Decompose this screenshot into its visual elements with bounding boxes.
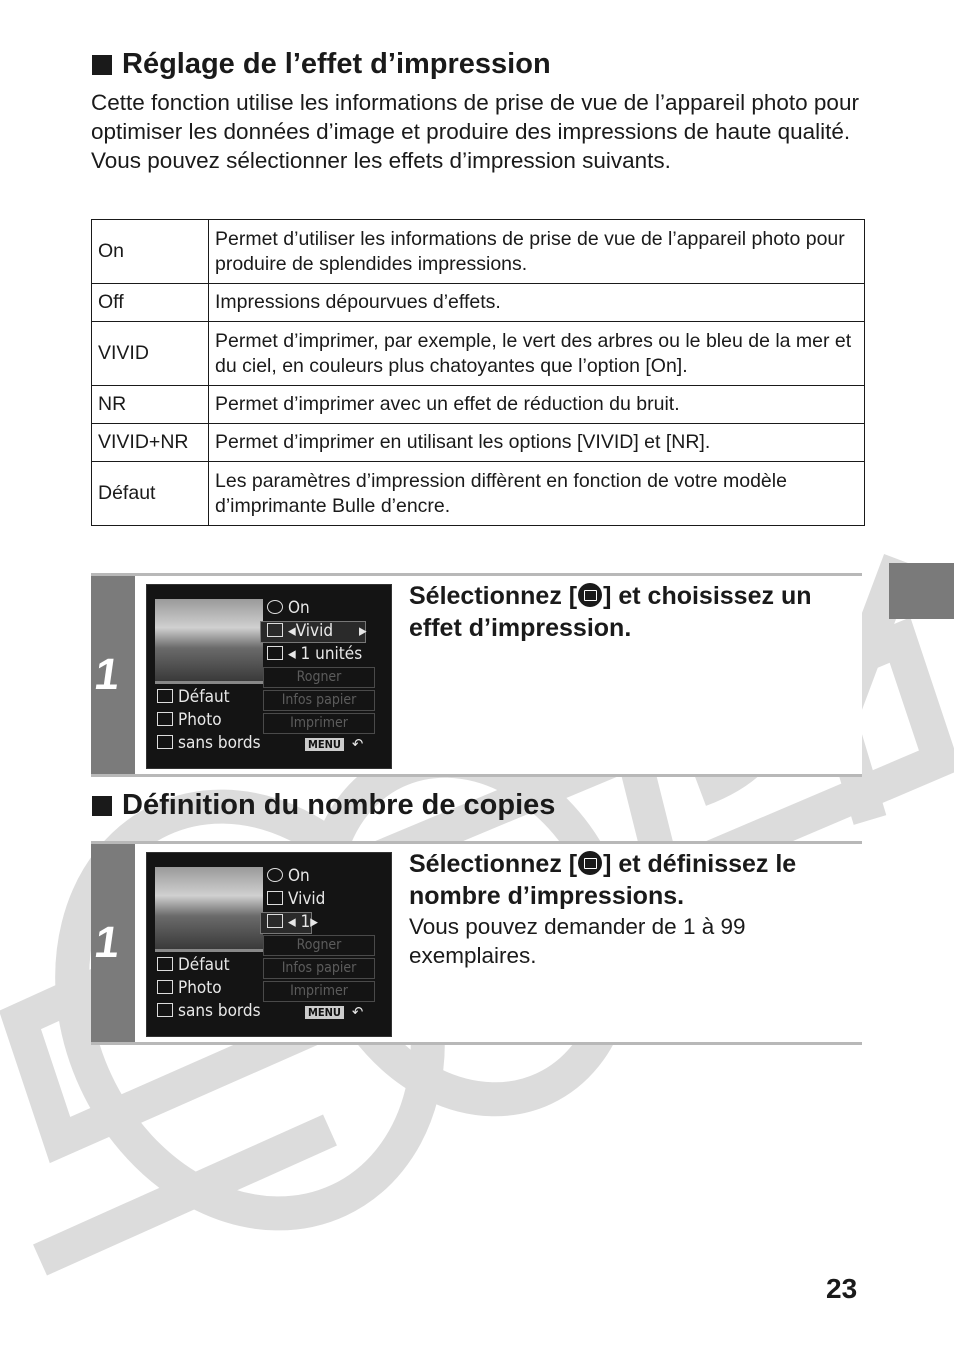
intro-paragraph: Cette fonction utilise les informations de prise de vue de l’appareil photo pour optimiser les données d’image et produire des impressions de haute qualité. Vous pouvez sélectionner les effets d’impression suivants. bbox=[91, 90, 859, 173]
clock-icon bbox=[267, 600, 283, 614]
effect-key: Off bbox=[92, 284, 209, 322]
screen-option-print: Imprimer bbox=[263, 713, 375, 734]
table-row bbox=[92, 284, 865, 322]
step-number-band bbox=[91, 844, 135, 1042]
screen-copies-row: ◂ 1 unités bbox=[267, 644, 362, 664]
effect-desc: Permet d’utiliser les informations de prise de vue de l’appareil photo pour produire de splendides impressions. bbox=[209, 220, 865, 284]
screen-effect-row: Vivid bbox=[267, 889, 325, 909]
step-set-copies bbox=[91, 841, 862, 1045]
screen-option-paper: Infos papier bbox=[263, 958, 375, 979]
screen-left-row: Photo bbox=[157, 978, 222, 998]
effect-desc: Les paramètres d’impression diffèrent en fonction de votre modèle d’imprimante Bulle d’encre. bbox=[209, 462, 865, 526]
screen-copies-row: ◂ 1▸ bbox=[267, 912, 318, 932]
effect-desc: Permet d’imprimer avec un effet de réduction du bruit. bbox=[209, 386, 865, 424]
step-number: 1 bbox=[91, 650, 123, 699]
menu-label: MENU bbox=[305, 1006, 344, 1019]
effect-key: On bbox=[92, 220, 209, 284]
effect-key: Défaut bbox=[92, 462, 209, 526]
screen-effect-row: ◂Vivid ▸ bbox=[267, 621, 367, 641]
step-title: Sélectionnez [ ] et définissez le nombre d’impressions. bbox=[409, 850, 797, 910]
step-select-effect bbox=[91, 573, 862, 777]
copies-icon bbox=[267, 914, 283, 928]
step-number-band bbox=[91, 576, 135, 774]
menu-label: MENU bbox=[305, 738, 344, 751]
screen-left-row: Photo bbox=[157, 710, 222, 730]
effect-icon bbox=[267, 891, 283, 905]
back-arrow-icon: ↶ bbox=[352, 735, 364, 753]
chapter-side-tab bbox=[889, 563, 954, 619]
effect-desc: Impressions dépourvues d’effets. bbox=[209, 284, 865, 322]
bullet-square-icon bbox=[92, 55, 112, 75]
table-row bbox=[92, 322, 865, 386]
thumbnail-photo bbox=[155, 867, 263, 949]
table-row bbox=[92, 462, 865, 526]
camera-screen bbox=[146, 584, 392, 769]
table-row bbox=[92, 220, 865, 284]
table-row bbox=[92, 386, 865, 424]
copies-icon bbox=[267, 646, 283, 660]
step-number: 1 bbox=[91, 918, 123, 967]
page-number: 23 bbox=[826, 1273, 858, 1304]
step-description: Vous pouvez demander de 1 à 99 exemplaires. bbox=[409, 914, 746, 968]
section-title-text: Réglage de l’effet d’impression bbox=[122, 48, 551, 80]
section-title-copies bbox=[92, 789, 555, 822]
effect-desc: Permet d’imprimer, par exemple, le vert des arbres ou le bleu de la mer et du ciel, en couleurs plus chatoyantes que l’option [On]. bbox=[209, 322, 865, 386]
screen-option-trim: Rogner bbox=[263, 667, 375, 688]
camera-screen bbox=[146, 852, 392, 1037]
bullet-square-icon bbox=[92, 796, 112, 816]
screen-left-row: sans bords bbox=[157, 1001, 261, 1021]
screen-option-print: Imprimer bbox=[263, 981, 375, 1002]
clock-icon bbox=[267, 868, 283, 882]
section-title-print-effect bbox=[92, 48, 551, 81]
screen-left-row: Défaut bbox=[157, 955, 230, 975]
effect-desc: Permet d’imprimer en utilisant les options [VIVID] et [NR]. bbox=[209, 424, 865, 462]
step-title: Sélectionnez [ ] et choisissez un effet d’impression. bbox=[409, 582, 812, 642]
effect-icon bbox=[267, 623, 283, 637]
screen-date-row: On bbox=[267, 598, 310, 618]
screen-left-row: Défaut bbox=[157, 687, 230, 707]
section-title-text: Définition du nombre de copies bbox=[122, 789, 556, 821]
screen-date-row: On bbox=[267, 866, 310, 886]
copies-icon bbox=[578, 851, 602, 875]
screen-option-paper: Infos papier bbox=[263, 690, 375, 711]
thumbnail-photo bbox=[155, 599, 263, 681]
screen-option-trim: Rogner bbox=[263, 935, 375, 956]
effect-key: VIVID bbox=[92, 322, 209, 386]
back-arrow-icon: ↶ bbox=[352, 1003, 364, 1021]
table-row bbox=[92, 424, 865, 462]
effect-key: VIVID+NR bbox=[92, 424, 209, 462]
print-effect-icon bbox=[578, 583, 602, 607]
screen-left-row: sans bords bbox=[157, 733, 261, 753]
effect-key: NR bbox=[92, 386, 209, 424]
effects-table bbox=[91, 219, 865, 526]
